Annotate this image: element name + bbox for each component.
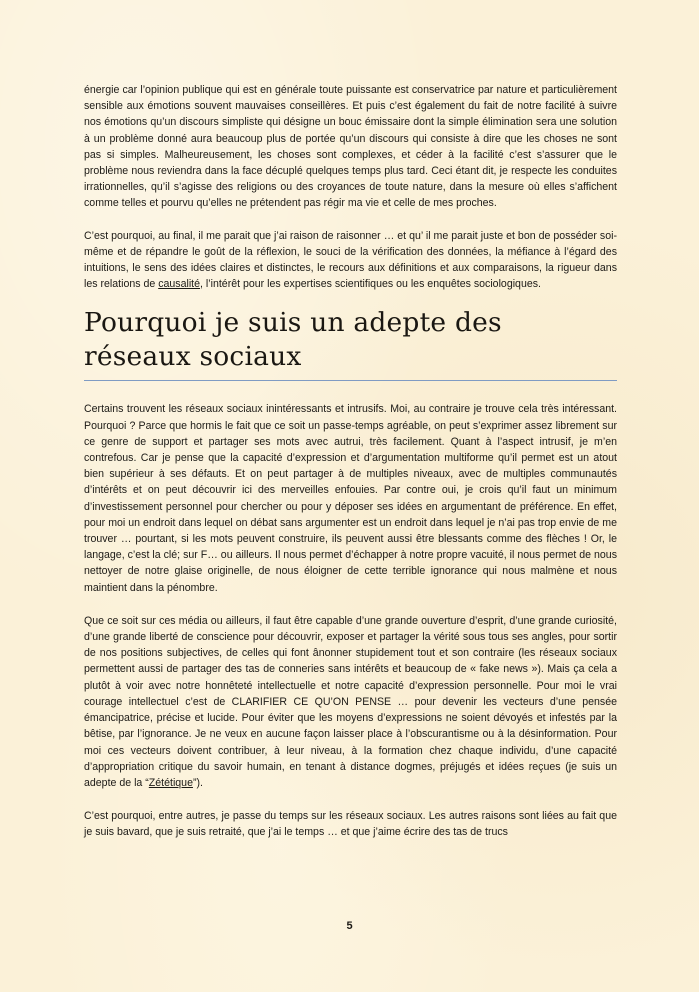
paragraph-ouverture-esprit xyxy=(84,613,617,791)
section-title: Pourquoi je suis un adepte des réseaux sociaux xyxy=(84,307,502,373)
paragraph-opinion-emotions: énergie car l’opinion publique qui est en générale toute puissante est conservatrice par nature et particulièrement sensible aux émotions souvent mauvaises conseillères. Et puis c’est également du fait de notre facilité à suivre nos émotions qu’un discours simpliste qui désigne un bouc émissaire dont la simple élimination sera une solution à un problème donné aura beaucoup plus de portée qu’un discours qui consiste à dire que les choses ne sont pas si simples. Malheureusement, les choses sont complexes, et céder à la facilité c’est s’assurer que le problème nous reviendra dans la face décuplé quelques temps plus tard. Ceci étant dit, je respecte les conduites irrationnelles, qu’il s’agisse des religions ou des croyances de toute nature, dans la mesure où elles s’affichent comme telles et pourvu qu’elles ne prétendent pas régir ma vie et celle de mes proches. xyxy=(84,84,617,210)
paragraph-raisonner-end: , l’intérêt pour les expertises scientifiques ou les enquêtes sociologiques. xyxy=(200,278,541,291)
paragraph-raisonner xyxy=(84,228,617,293)
paragraph-autres-raisons: C’est pourquoi, entre autres, je passe du temps sur les réseaux sociaux. Les autres raisons sont liées au fait que je suis bavard, que je suis retraité, que j’ai le temps … et que j’aime écrire des tas de trucs xyxy=(84,810,617,839)
paragraph-raisonner-text: C’est pourquoi, au final, il me parait que j’ai raison de raisonner … et qu’ il me parait juste et bon de posséder soi-même et de répandre le goût de la réflexion, le souci de la vérification des données, la méfiance à l’égard des intuitions, le sens des idées claires et distinctes, le recours aux définitions et aux comparaisons, la rigueur dans les relations de xyxy=(84,229,617,291)
causalite-link[interactable]: causalité xyxy=(158,278,201,291)
section-body xyxy=(84,401,617,840)
paragraph-ouverture-end: ”). xyxy=(192,776,203,789)
zetetique-link[interactable]: Zététique xyxy=(148,776,193,789)
section-heading-block xyxy=(84,306,617,381)
page-content xyxy=(84,82,617,841)
paragraph-reseaux-interet: Certains trouvent les réseaux sociaux inintéressants et intrusifs. Moi, au contraire je trouve cela très intéressant. Pourquoi ? Parce que hormis le fait que ce soit un passe-temps agréable, on peut s’exprimer assez librement sur ce genre de support et partager ses mots avec autrui, très facilement. Quant à l’aspect intrusif, je m’en contrefous. Car je pense que la capacité d’expression et d’argumentation multiforme qu’il permet est un atout bien supérieur à ses défauts. Et on peut partager à de multiples niveaux, avec de multiples communautés d’intérêts et on peut découvrir ici des merveilles enfouies. Par contre oui, je crois qu’il faut un minimum d’investissement personnel pour chercher ou pour y déposer ses idées en argumentant de préférence. En effet, pour moi un endroit dans lequel on débat sans argumenter est un endroit dans lequel je n’ai pas trop envie de me trouver … pourtant, si les mots peuvent construire, ils peuvent aussi être blessants comme des flèches ! Or, le langage, c’est la clé; sur F… ou ailleurs. Il nous permet d’échapper à notre propre vacuité, il nous permet de nous nettoyer de notre glaise originelle, de nous éloigner de cette terrible ignorance qui nous malmène et nous maintient dans la pénombre. xyxy=(84,403,617,594)
page-number: 5 xyxy=(346,920,353,932)
paragraph-ouverture-text: Que ce soit sur ces média ou ailleurs, il faut être capable d’une grande ouverture d’esprit, d’une grande curiosité, d’une grande liberté de conscience pour découvrir, exposer et partager la vérité sous tous ses angles, pour sortir de nos positions subjectives, de celles qui font ânonner stupidement tout et son contraire (les réseaux sociaux permettent aussi de partager des tas de conneries sans intérêts et beaucoup de « fake news »). Mais ça cela a plutôt à voir avec notre honnêteté intellectuelle et notre capacité d’expression personnelle. Pour moi le vrai courage intellectuel c’est de CLARIFIER CE QU’ON PENSE … pour devenir les vecteurs d’une pensée émancipatrice, précise et lucide. Pour éviter que les moyens d’expressions ne soient dévoyés et infestés par la bêtise, par l’ignorance. Je ne veux en aucune façon laisser place à l’obscurantisme ou à la désinformation. Pour moi ces vecteurs doivent contribuer, à leur niveau, à la formation chez chaque individu, d’une capacité d’appropriation critique du savoir humain, en tenant à distance dogmes, préjugés et idées reçues (je suis un adepte de la “ xyxy=(84,614,617,789)
